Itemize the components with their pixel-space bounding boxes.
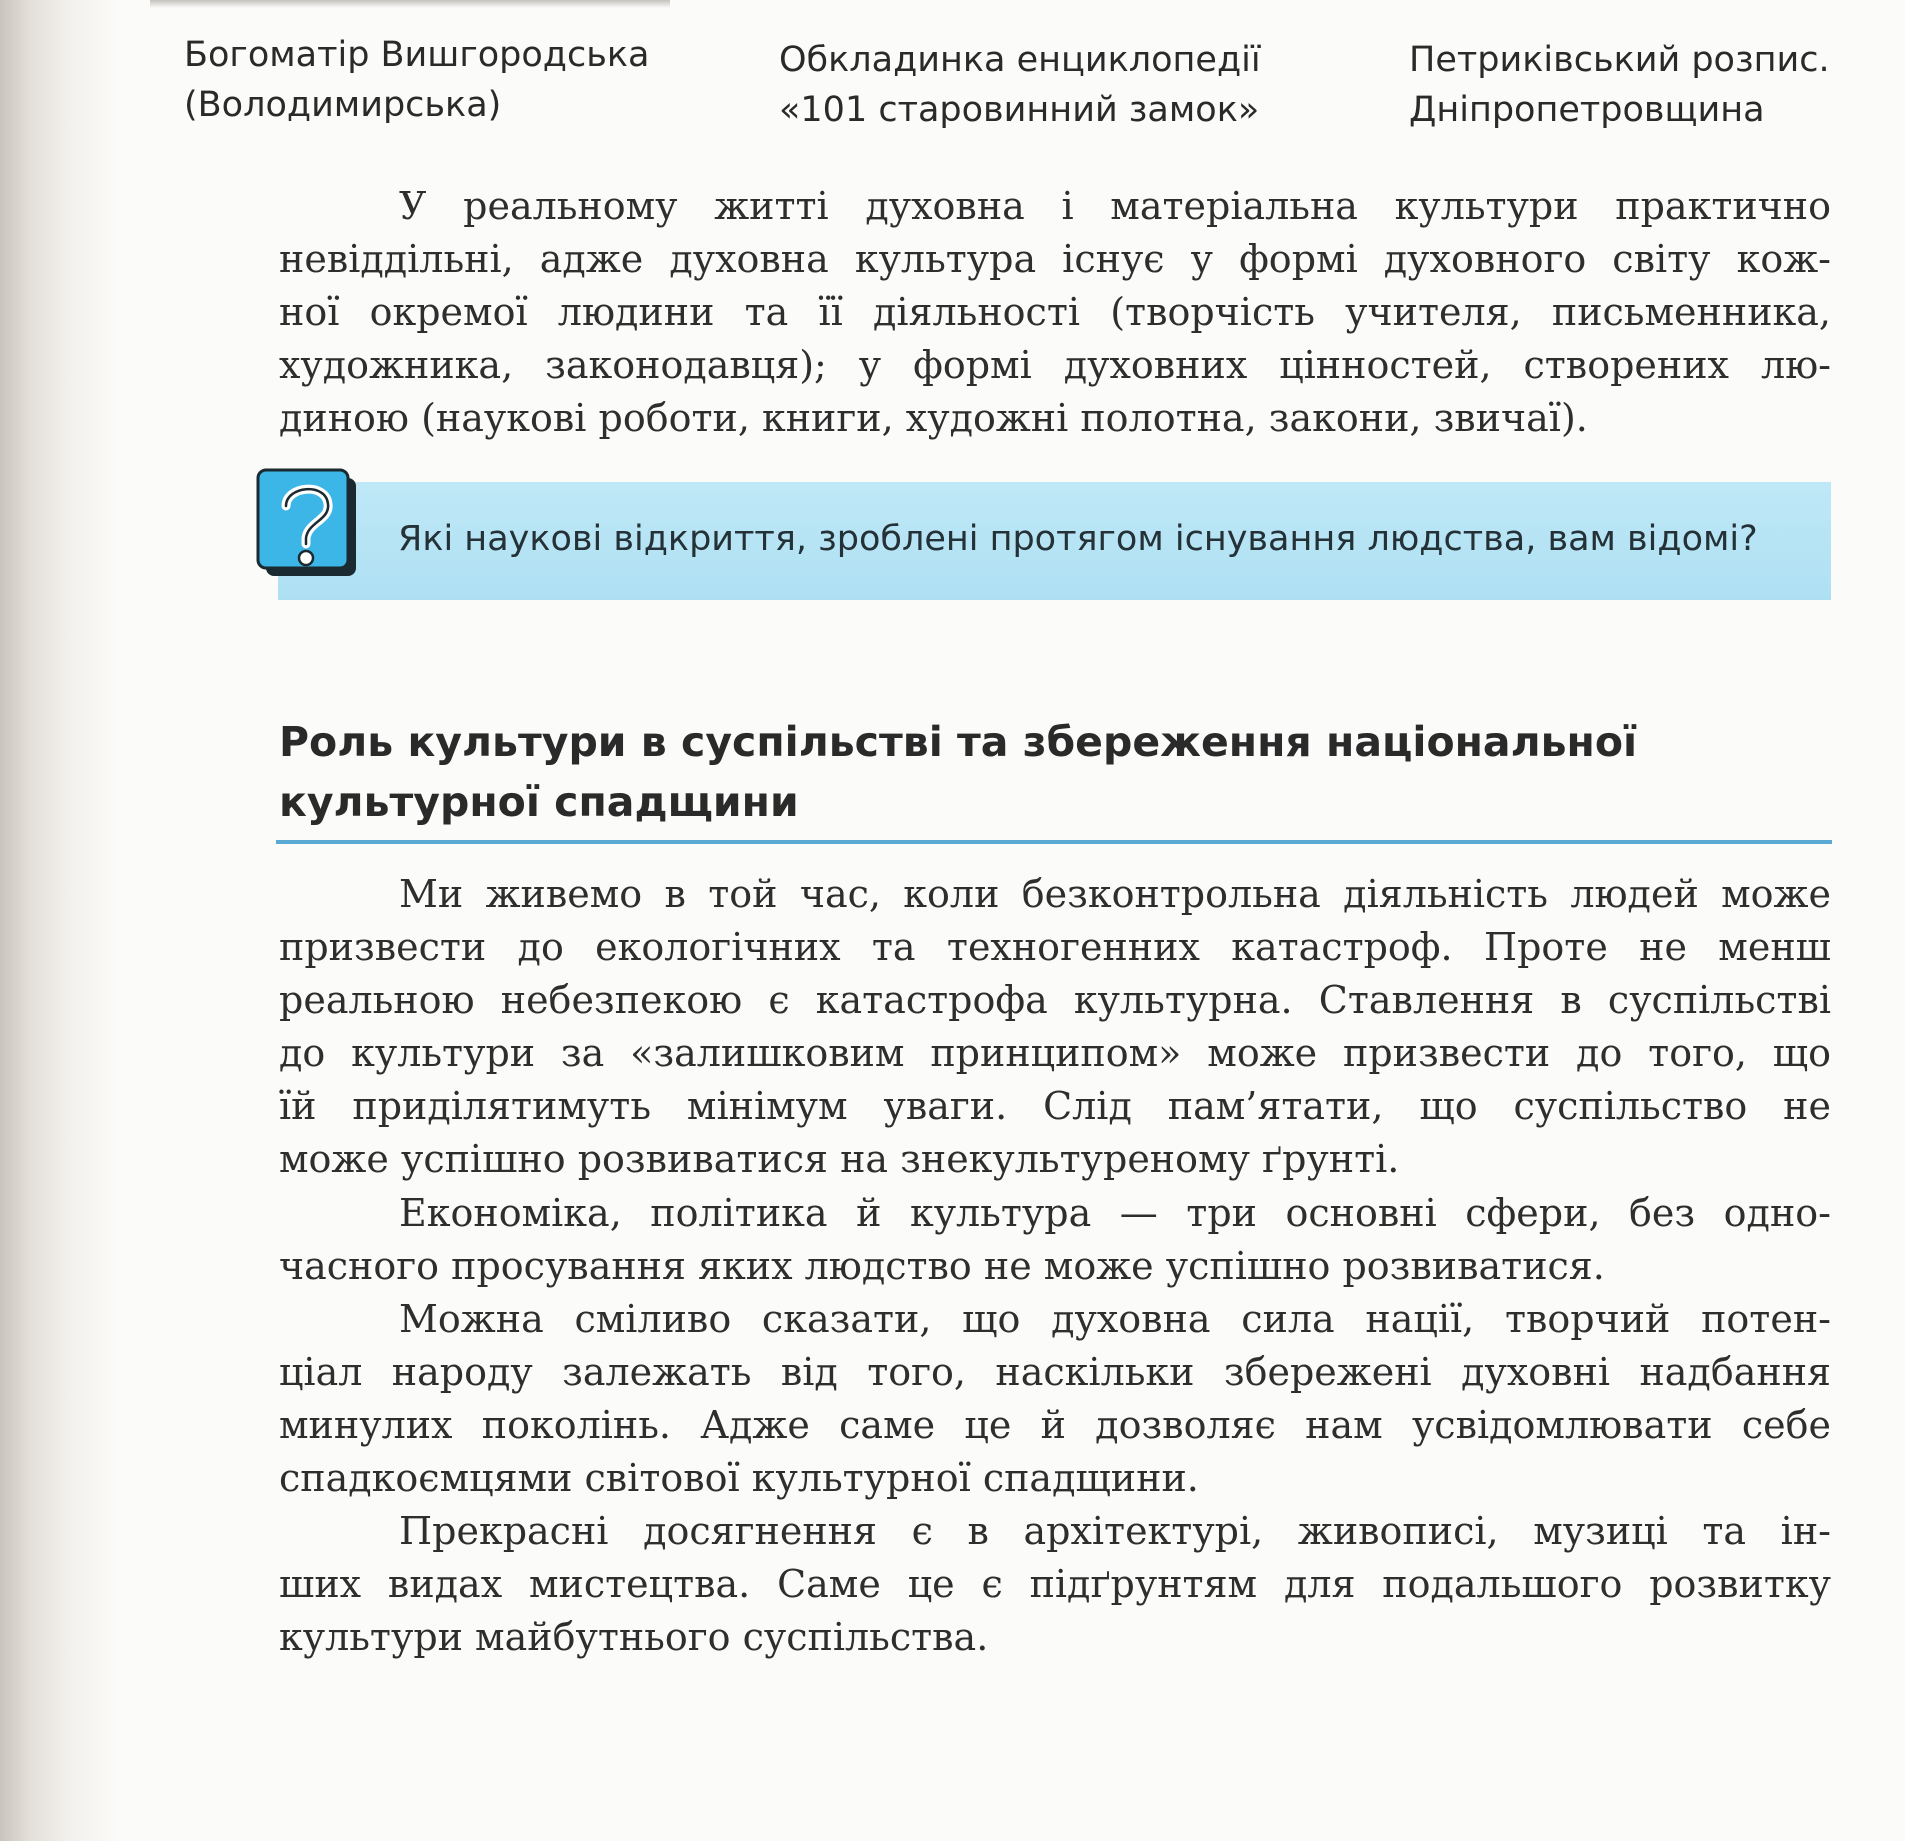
paragraph-three-spheres [279, 1187, 1831, 1293]
text-line: У реальному житті духовна і матеріальна культури практично [399, 184, 1831, 228]
text-line: художника, законодавця); у формі духовних цінностей, створених лю- [279, 343, 1831, 387]
text-line: реальною небезпекою є катастрофа культурна. Ставлення в суспільстві [279, 978, 1831, 1022]
section-heading [279, 712, 1637, 832]
caption-line: (Володимирська) [184, 85, 502, 125]
paragraph-culture-inseparable [279, 180, 1831, 445]
paragraph-cultural-catastrophe [279, 868, 1831, 1186]
caption-line: Обкладинка енциклопедії [779, 40, 1261, 80]
text-line: Прекрасні досягнення є в архітектурі, живописі, музиці та ін- [399, 1509, 1831, 1553]
heading-line: культурної спадщини [279, 778, 799, 826]
text-line: ціал народу залежать від того, наскільки збережені духовні надбання [279, 1350, 1831, 1394]
caption-petrykivka [1409, 35, 1830, 135]
text-line: Економіка, політика й культура — три основні сфери, без одно- [399, 1191, 1831, 1235]
caption-line: Петриківський розпис. [1409, 40, 1830, 80]
caption-encyclopedia-cover [779, 35, 1261, 135]
text-line: ших видах мистецтва. Саме це є підґрунтям для подальшого розвитку [279, 1562, 1831, 1606]
question-mark-icon [256, 468, 360, 580]
caption-bogomatir [184, 30, 649, 130]
text-line: Можна сміливо сказати, що духовна сила нації, творчий потен- [399, 1297, 1831, 1341]
caption-line: Дніпропетровщина [1409, 90, 1765, 130]
text-line: до культури за «залишковим принципом» може призвести до того, що [279, 1031, 1831, 1075]
text-line: ної окремої людини та її діяльності (творчість учителя, письменника, [279, 290, 1831, 334]
paragraph-spiritual-strength [279, 1293, 1831, 1505]
page-gutter-shadow [0, 0, 120, 1841]
text-line: спадкоємцями світової культурної спадщини. [279, 1456, 1199, 1500]
text-line: часного просування яких людство не може успішно розвиватися. [279, 1244, 1605, 1288]
text-line: їй приділятимуть мінімум уваги. Слід пам’ятати, що суспільство не [279, 1084, 1831, 1128]
text-line: минулих поколінь. Адже саме це й дозволяє нам усвідомлювати себе [279, 1403, 1831, 1447]
caption-line: «101 старовинний замок» [779, 90, 1260, 130]
text-line: невіддільні, адже духовна культура існує у формі духовного світу кож- [279, 237, 1831, 281]
text-line: культури майбутнього суспільства. [279, 1615, 989, 1659]
heading-underline [276, 840, 1832, 844]
top-image-edge [150, 0, 670, 8]
paragraph-achievements [279, 1505, 1831, 1664]
text-line: призвести до екологічних та техногенних катастроф. Проте не менш [279, 925, 1831, 969]
heading-line: Роль культури в суспільстві та збереження національної [279, 718, 1638, 766]
caption-line: Богоматір Вишгородська [184, 35, 650, 75]
text-line: диною (наукові роботи, книги, художні полотна, закони, звичаї). [279, 396, 1588, 440]
text-line: може успішно розвиватися на знекультуреному ґрунті. [279, 1137, 1400, 1181]
text-line: Ми живемо в той час, коли безконтрольна діяльність людей може [399, 872, 1831, 916]
question-text: Які наукові відкриття, зроблені протягом існування людства, вам відомі? [398, 519, 1758, 559]
